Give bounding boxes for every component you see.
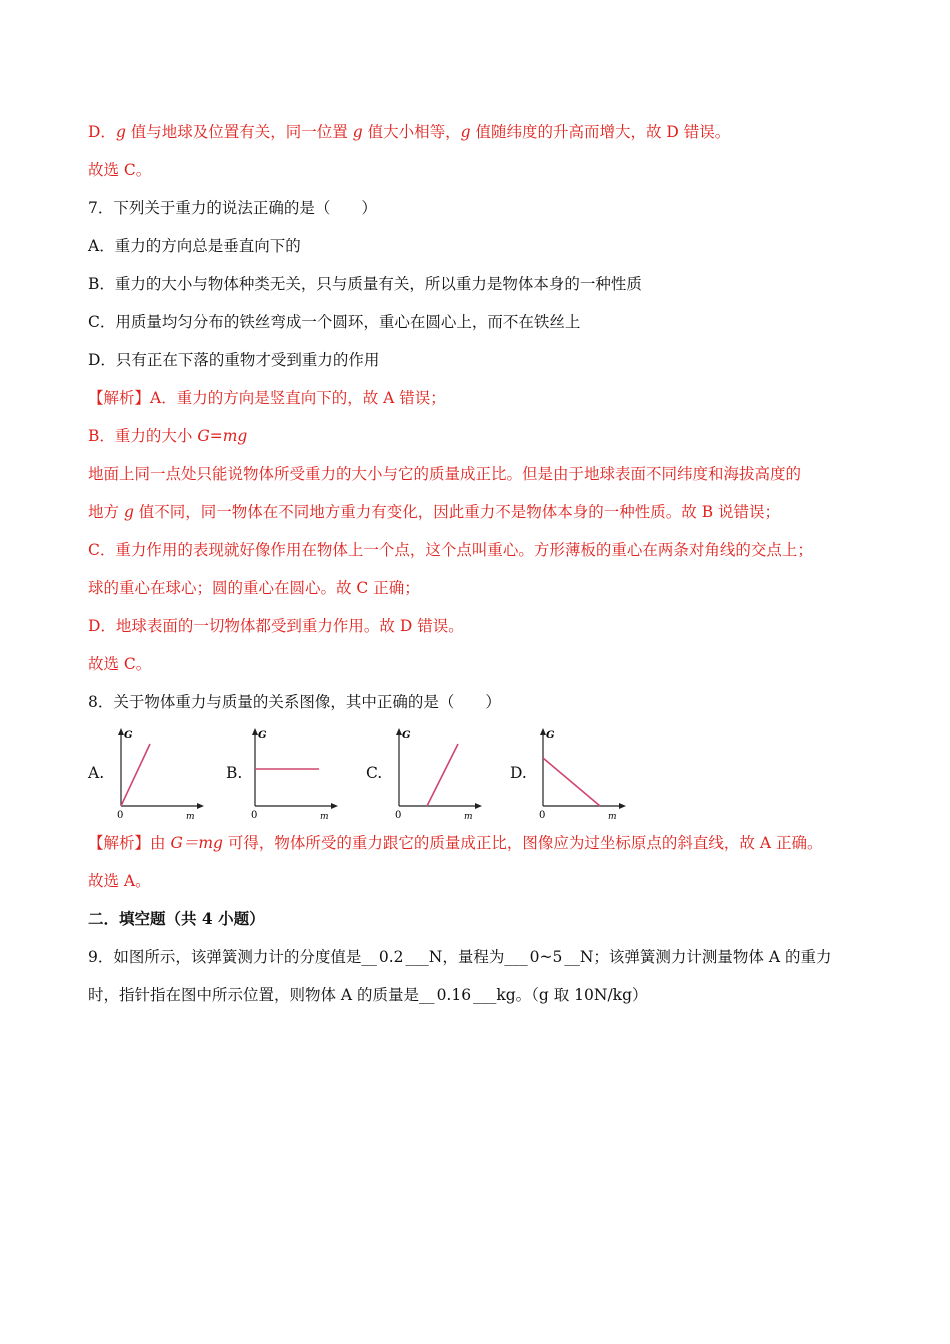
q7-analysis-c1: C．重力作用的表现就好像作用在物体上一个点，这个点叫重心。方形薄板的重心在两条对角线的交点上；	[88, 541, 813, 559]
origin-label: 0	[117, 810, 124, 820]
y-axis-label: G	[124, 730, 133, 741]
q8-analysis: 【解析】由 G＝mg 可得，物体所受的重力跟它的质量成正比，图像应为过坐标原点的斜直线，故 A 正确。	[88, 834, 823, 852]
q7-option-d: D．只有正在下落的重物才受到重力的作用	[88, 351, 380, 369]
q9-answer-1: 0.2	[378, 948, 404, 966]
q7-option-c: C．用质量均匀分布的铁丝弯成一个圆环，重心在圆心上，而不在铁丝上	[88, 313, 581, 331]
y-axis-label: G	[546, 730, 555, 741]
y-axis-label: G	[258, 730, 267, 741]
q7-analysis-b-text2: 地方 g 值不同，同一物体在不同地方重力有变化，因此重力不是物体本身的一种性质。故 B 说错误；	[88, 503, 781, 521]
q8-stem: 8．关于物体重力与质量的关系图像，其中正确的是（ ）	[88, 693, 501, 711]
q7-analysis-choose: 故选 C。	[88, 655, 152, 673]
q9-answer-2: 0~5	[529, 948, 563, 966]
q8-option-d-label: D.	[510, 764, 527, 782]
formula: G=mg	[197, 427, 248, 445]
x-axis-label: m	[186, 812, 195, 820]
analysis-tag: 【解析】	[88, 834, 151, 852]
origin-label: 0	[395, 810, 402, 820]
x-axis-arrow	[619, 803, 626, 809]
x-axis-arrow	[197, 803, 204, 809]
graph-line	[121, 744, 150, 806]
q8-option-a-graph	[110, 726, 210, 820]
q9-line1: 9．如图所示，该弹簧测力计的分度值是__ 0.2 ___N，量程为___ 0~5 __N；该弹簧测力计测量物体 A 的重力	[88, 948, 832, 966]
prev-analysis-d: D．g 值与地球及位置有关，同一位置 g 值大小相等，g 值随纬度的升高而增大，故 D 错误。	[88, 123, 731, 141]
prev-choose: 故选 C。	[88, 161, 152, 179]
q7-analysis-a: 【解析】A．重力的方向是竖直向下的，故 A 错误；	[88, 389, 446, 407]
q7-option-b: B．重力的大小与物体种类无关，只与质量有关，所以重力是物体本身的一种性质	[88, 275, 642, 293]
graph-line	[427, 744, 458, 806]
section-heading: 二．填空题（共 4 小题）	[88, 909, 265, 928]
q8-option-c-label: C.	[366, 764, 383, 782]
q8-analysis-choose: 故选 A。	[88, 872, 151, 890]
x-axis-label: m	[320, 812, 329, 820]
q7-stem: 7．下列关于重力的说法正确的是（ ）	[88, 199, 377, 217]
formula: G＝mg	[170, 834, 223, 852]
graph-line	[543, 758, 600, 806]
q8-option-c-graph	[388, 726, 488, 820]
q9-answer-3: 0.16	[436, 986, 472, 1004]
q8-option-b-label: B.	[226, 764, 243, 782]
q8-option-d-graph	[532, 726, 632, 820]
x-axis-arrow	[331, 803, 338, 809]
origin-label: 0	[251, 810, 258, 820]
q7-analysis-c2: 球的重心在球心；圆的重心在圆心。故 C 正确；	[88, 579, 420, 597]
x-axis-label: m	[608, 812, 617, 820]
q7-analysis-b: B．重力的大小 G=mg	[88, 427, 248, 445]
q9-line2: 时，指针指在图中所示位置，则物体 A 的质量是__ 0.16 ___kg。（g 取 10N/kg）	[88, 986, 648, 1004]
y-axis-label: G	[402, 730, 411, 741]
q7-analysis-b-text1: 地面上同一点处只能说物体所受重力的大小与它的质量成正比。但是由于地球表面不同纬度和海拔高度的	[88, 465, 802, 483]
x-axis-label: m	[464, 812, 473, 820]
analysis-tag: 【解析】	[88, 389, 151, 407]
origin-label: 0	[539, 810, 546, 820]
q7-analysis-d: D．地球表面的一切物体都受到重力作用。故 D 错误。	[88, 617, 464, 635]
q8-option-a-label: A.	[88, 764, 105, 782]
q7-option-a: A．重力的方向总是垂直向下的	[88, 237, 301, 255]
q8-option-b-graph	[244, 726, 344, 820]
x-axis-arrow	[475, 803, 482, 809]
